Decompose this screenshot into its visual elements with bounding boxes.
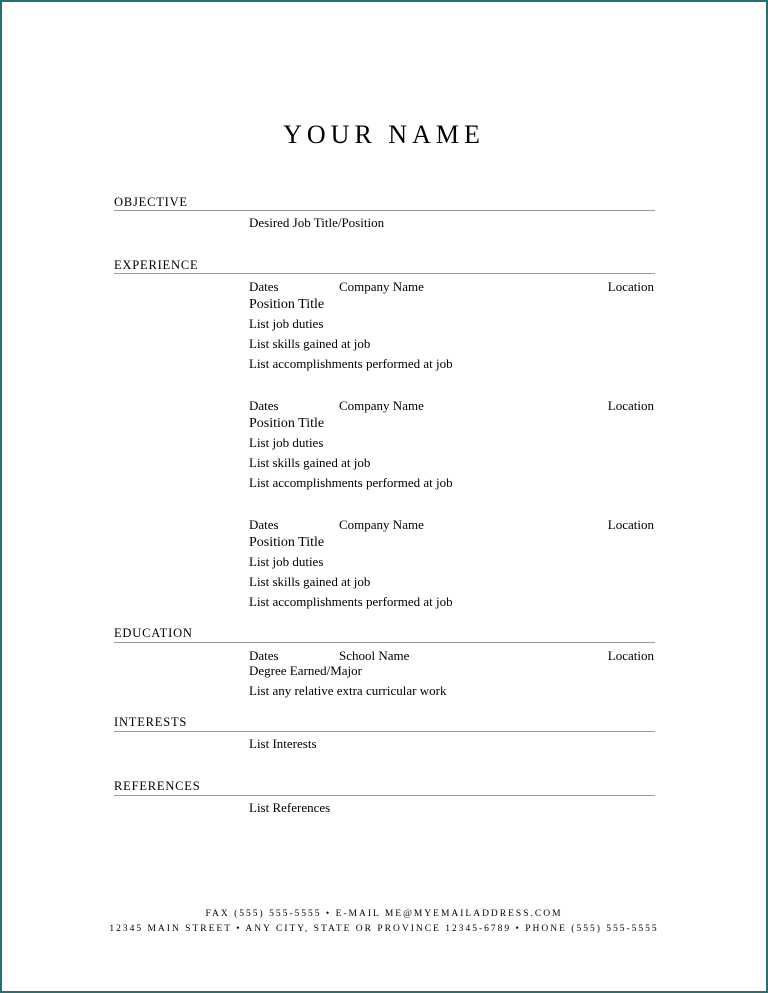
job-position: Position Title xyxy=(249,535,325,550)
interests-heading: INTERESTS xyxy=(114,715,188,729)
job-company: Company Name xyxy=(339,279,424,294)
education-degree: Degree Earned/Major xyxy=(249,663,362,678)
job-duties: List job duties xyxy=(249,435,324,450)
references-heading: REFERENCES xyxy=(114,779,201,793)
job-duties: List job duties xyxy=(249,316,324,331)
education-rule xyxy=(114,642,655,643)
education-dates: Dates xyxy=(249,648,279,663)
objective-rule xyxy=(114,210,655,211)
references-text: List References xyxy=(249,800,331,815)
education-heading: EDUCATION xyxy=(114,626,193,640)
job-dates: Dates xyxy=(249,517,279,532)
education-extra: List any relative extra curricular work xyxy=(249,683,447,698)
references-rule xyxy=(114,795,655,796)
interests-text: List Interests xyxy=(249,736,317,751)
job-company: Company Name xyxy=(339,517,424,532)
name-heading: YOUR NAME xyxy=(283,120,485,149)
job-location: Location xyxy=(607,517,654,532)
footer-address-line: 12345 MAIN STREET • ANY CITY, STATE OR PROVINCE 12345-6789 • PHONE (555) 555-5555 xyxy=(109,924,659,934)
objective-text: Desired Job Title/Position xyxy=(249,215,385,230)
experience-heading: EXPERIENCE xyxy=(114,258,199,272)
job-accomplishments: List accomplishments performed at job xyxy=(249,475,453,490)
job-company: Company Name xyxy=(339,398,424,413)
job-accomplishments: List accomplishments performed at job xyxy=(249,594,453,609)
experience-rule xyxy=(114,273,655,274)
job-skills: List skills gained at job xyxy=(249,336,371,351)
job-accomplishments: List accomplishments performed at job xyxy=(249,356,453,371)
education-school: School Name xyxy=(339,648,410,663)
job-position: Position Title xyxy=(249,297,325,312)
job-skills: List skills gained at job xyxy=(249,455,371,470)
job-dates: Dates xyxy=(249,279,279,294)
job-skills: List skills gained at job xyxy=(249,574,371,589)
job-location: Location xyxy=(607,279,654,294)
footer-contact-line: FAX (555) 555-5555 • E-MAIL ME@MYEMAILADDRESS.COM xyxy=(205,909,563,919)
job-dates: Dates xyxy=(249,398,279,413)
objective-heading: OBJECTIVE xyxy=(114,195,188,209)
job-duties: List job duties xyxy=(249,554,324,569)
interests-rule xyxy=(114,731,655,732)
job-location: Location xyxy=(607,398,654,413)
education-location: Location xyxy=(607,648,654,663)
job-position: Position Title xyxy=(249,416,325,431)
